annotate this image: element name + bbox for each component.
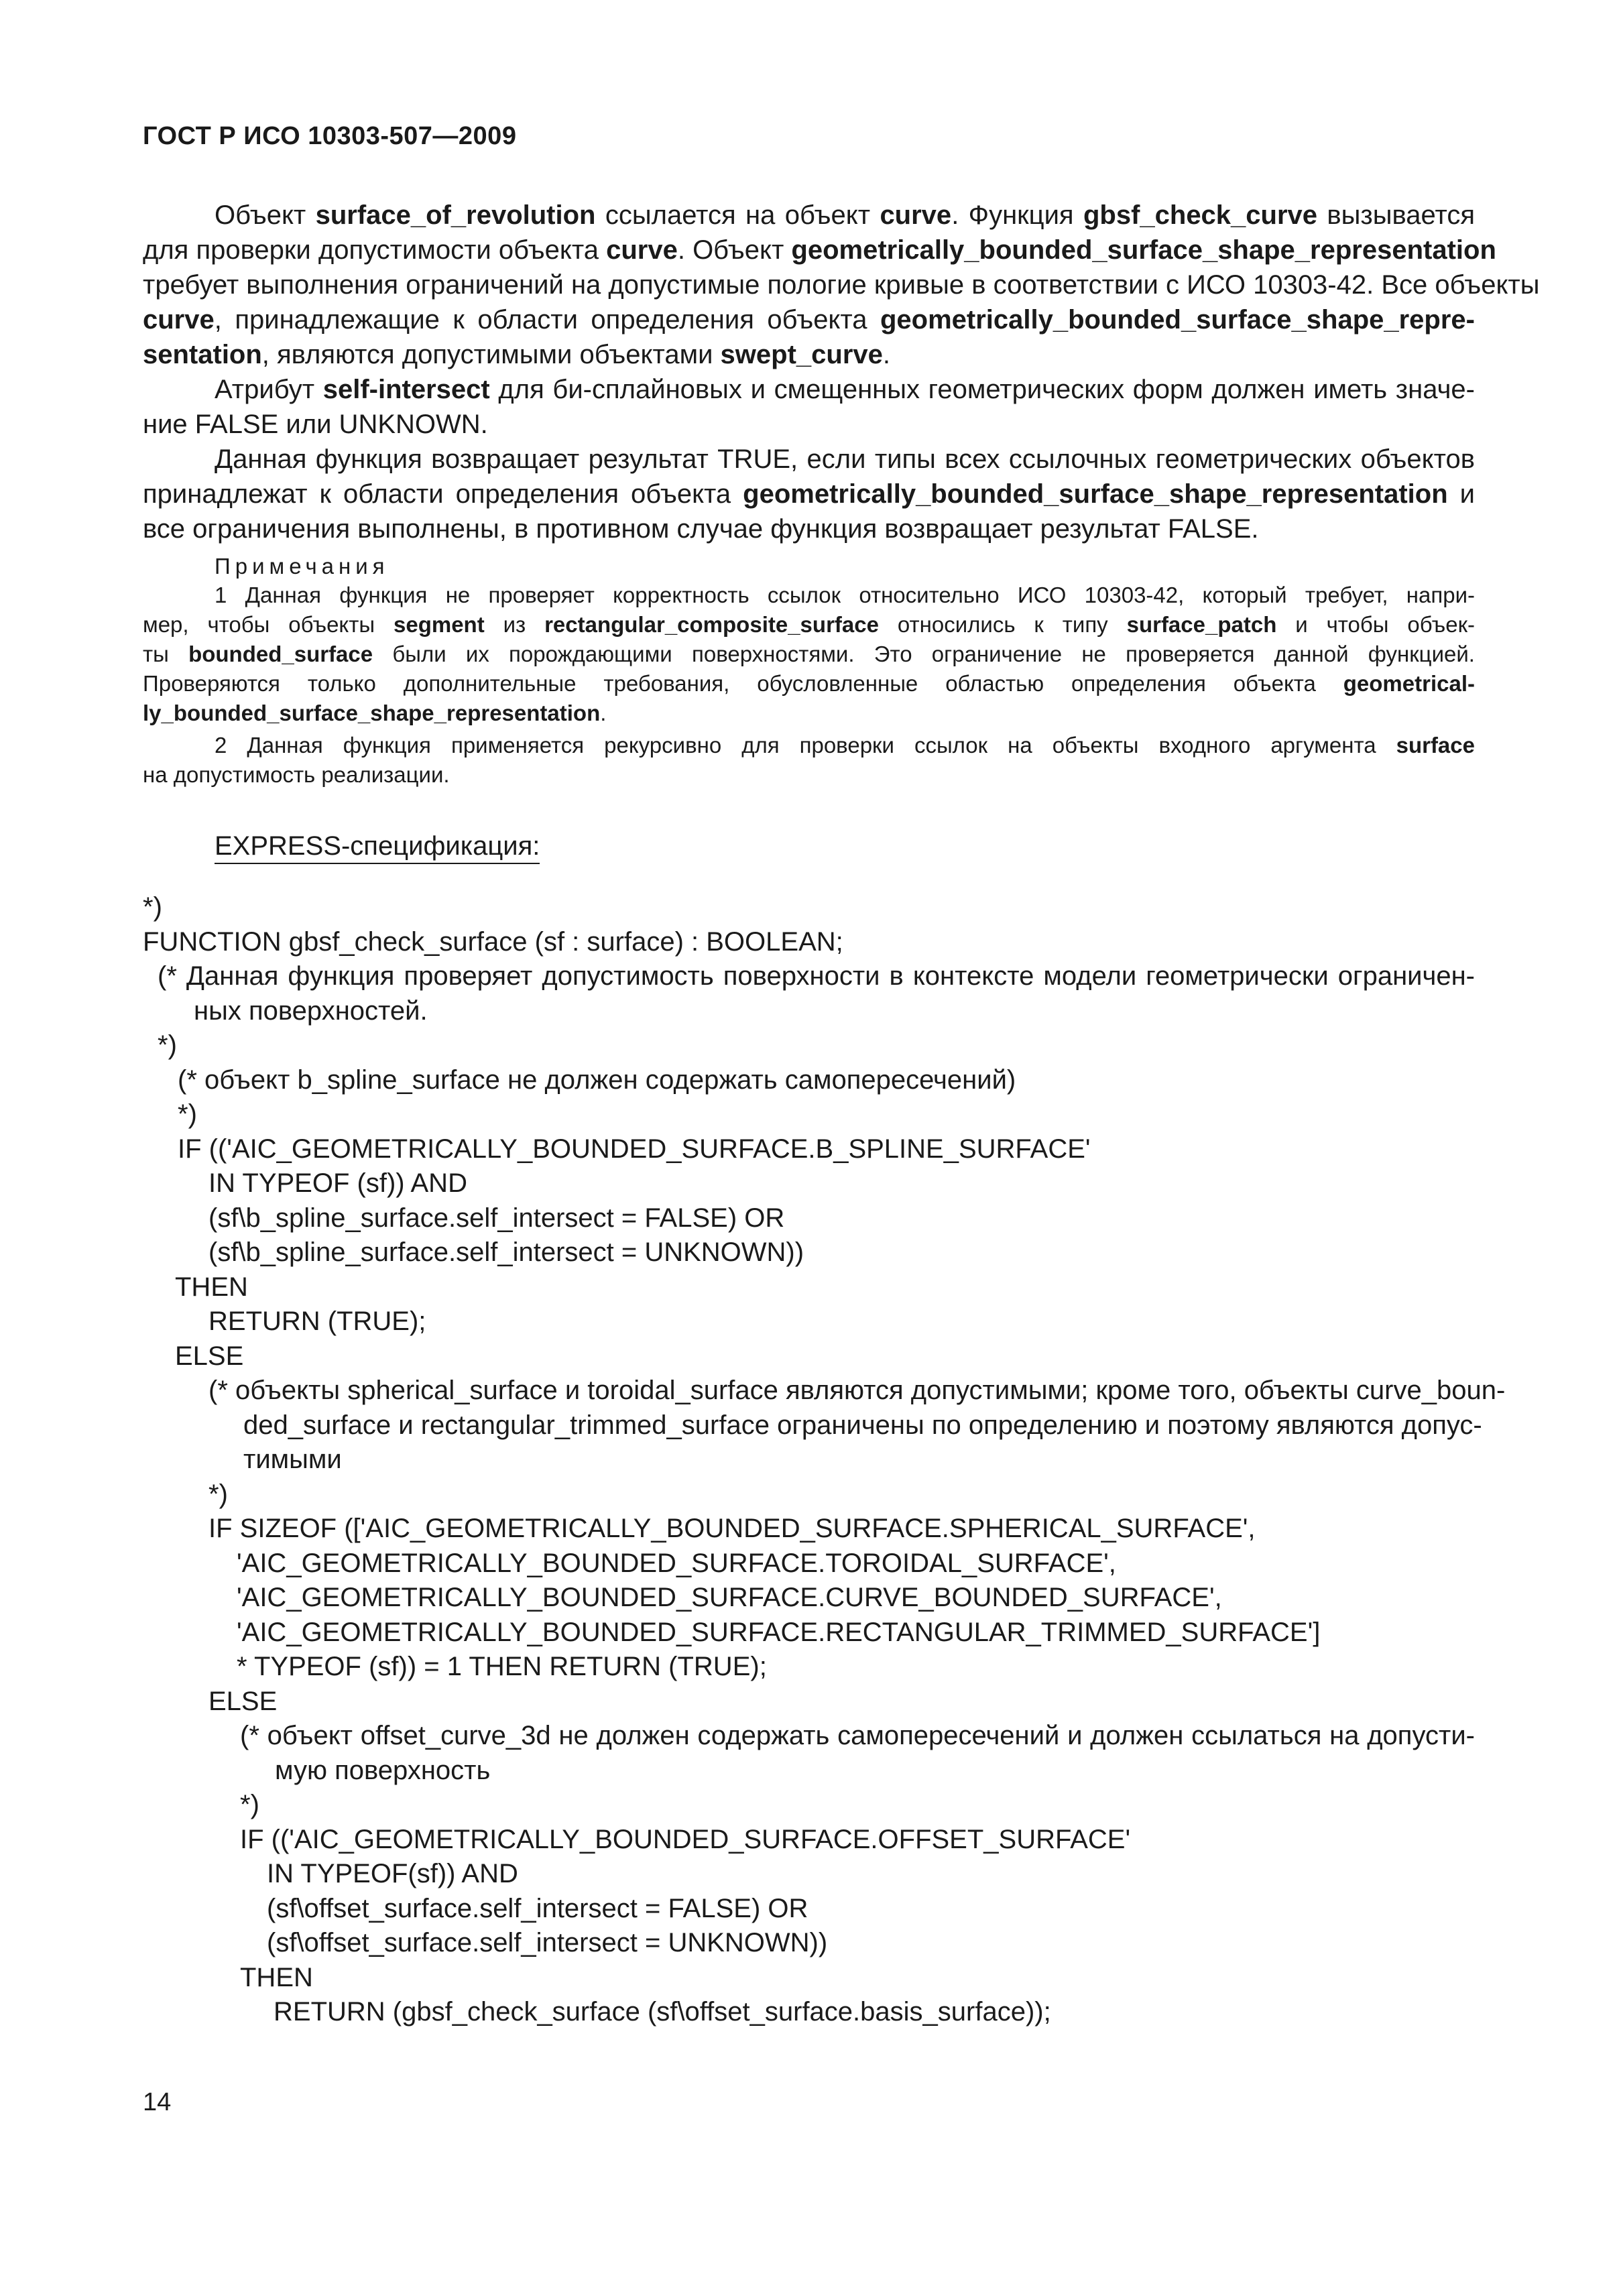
paragraph-line: Объект surface_of_revolution ссылается на объект curve. Функция gbsf_check_curve вызывается [215, 200, 1476, 230]
paragraph-3 [143, 442, 1475, 546]
code-line: (* объект b_spline_surface не должен содержать самопересечений) [178, 1065, 1016, 1095]
note-line: на допустимость реализации. [143, 762, 450, 787]
code-line: (sf\offset_surface.self_intersect = UNKNOWN)) [267, 1928, 828, 1957]
code-line: ELSE [175, 1341, 244, 1371]
paragraph-line: Атрибут self-intersect для би-сплайновых и смещенных геометрических форм должен иметь значе- [215, 375, 1475, 404]
paragraph-line: ние FALSE или UNKNOWN. [143, 410, 488, 439]
code-line: IN TYPEOF(sf)) AND [267, 1859, 518, 1888]
code-line: * TYPEOF (sf)) = 1 THEN RETURN (TRUE); [237, 1652, 767, 1681]
paragraph-line: для проверки допустимости объекта curve. Объект geometrically_bounded_surface_shape_representation [143, 235, 1496, 265]
code-line: тимыми [243, 1445, 342, 1474]
code-line: (sf\b_spline_surface.self_intersect = UNKNOWN)) [208, 1237, 804, 1267]
note-line: Проверяются только дополнительные требования, обусловленные областью определения объекта geometrical- [143, 671, 1475, 696]
paragraph-line: sentation, являются допустимыми объектами swept_curve. [143, 340, 891, 369]
notes-title: Примечания [215, 554, 389, 579]
code-line: (* объект offset_curve_3d не должен содержать самопересечений и должен ссылаться на допусти- [240, 1721, 1475, 1750]
note-line: 1 Данная функция не проверяет корректность ссылок относительно ИСО 10303-42, который требует, напри- [215, 583, 1475, 607]
code-line: (sf\b_spline_surface.self_intersect = FALSE) OR [208, 1203, 785, 1233]
code-line: ded_surface и rectangular_trimmed_surface ограничены по определению и поэтому являются допус- [243, 1410, 1482, 1440]
code-line: FUNCTION gbsf_check_surface (sf : surface) : BOOLEAN; [143, 926, 843, 957]
code-line: RETURN (gbsf_check_surface (sf\offset_surface.basis_surface)); [274, 1997, 1051, 2027]
note-line: ly_bounded_surface_shape_representation. [143, 701, 607, 725]
paragraph-line: требует выполнения ограничений на допустимые пологие кривые в соответствии с ИСО 10303-42. Все объекты [143, 270, 1540, 300]
code-line: *) [208, 1479, 228, 1509]
code-line: ных поверхностей. [194, 995, 428, 1026]
code-line: (* Данная функция проверяет допустимость поверхности в контексте модели геометрически ограничен- [158, 961, 1475, 991]
code-line: (sf\offset_surface.self_intersect = FALSE) OR [267, 1893, 808, 1923]
paragraph-2 [143, 372, 1475, 442]
code-line: *) [178, 1099, 197, 1129]
code-line: IN TYPEOF (sf)) AND [208, 1168, 467, 1198]
code-line: *) [143, 892, 162, 922]
note-line: мер, чтобы объекты segment из rectangular_composite_surface относились к типу surface_patch и чтобы объек- [143, 612, 1475, 637]
note-2 [143, 731, 1475, 790]
express-code-block [143, 890, 1506, 2030]
document-header: ГОСТ Р ИСО 10303-507—2009 [143, 122, 517, 150]
note-line: 2 Данная функция применяется рекурсивно для проверки ссылок на объекты входного аргумента surface [215, 733, 1475, 758]
code-line: THEN [240, 1962, 313, 1992]
code-line: 'AIC_GEOMETRICALLY_BOUNDED_SURFACE.CURVE_BOUNDED_SURFACE', [237, 1583, 1222, 1612]
code-line: *) [240, 1790, 259, 1819]
code-line: THEN [175, 1272, 248, 1302]
code-line: IF SIZEOF (['AIC_GEOMETRICALLY_BOUNDED_SURFACE.SPHERICAL_SURFACE', [208, 1514, 1256, 1543]
paragraph-line: принадлежат к области определения объекта geometrically_bounded_surface_shape_representation и [143, 479, 1475, 509]
express-spec-label: EXPRESS-спецификация: [215, 831, 540, 864]
code-line: 'AIC_GEOMETRICALLY_BOUNDED_SURFACE.TOROIDAL_SURFACE', [237, 1548, 1116, 1578]
paragraph-line: все ограничения выполнены, в противном случае функция возвращает результат FALSE. [143, 514, 1259, 544]
code-line: мую поверхность [275, 1755, 491, 1785]
code-line: *) [158, 1030, 177, 1060]
code-line: (* объекты spherical_surface и toroidal_surface являются допустимыми; кроме того, объекты curve_boun- [208, 1376, 1506, 1405]
note-1 [143, 581, 1475, 728]
paragraph-line: curve, принадлежащие к области определения объекта geometrically_bounded_surface_shape_repre- [143, 305, 1475, 335]
code-line: RETURN (TRUE); [208, 1307, 426, 1336]
note-line: ты bounded_surface были их порождающими поверхностями. Это ограничение не проверяется данной функцией. [143, 642, 1475, 666]
page-number: 14 [143, 2088, 172, 2116]
code-line: ELSE [208, 1686, 278, 1716]
paragraph-1 [143, 198, 1540, 372]
code-line: 'AIC_GEOMETRICALLY_BOUNDED_SURFACE.RECTANGULAR_TRIMMED_SURFACE'] [237, 1617, 1321, 1647]
paragraph-line: Данная функция возвращает результат TRUE, если типы всех ссылочных геометрических объектов [215, 444, 1475, 474]
code-line: IF (('AIC_GEOMETRICALLY_BOUNDED_SURFACE.B_SPLINE_SURFACE' [178, 1134, 1091, 1164]
code-line: IF (('AIC_GEOMETRICALLY_BOUNDED_SURFACE.OFFSET_SURFACE' [240, 1824, 1131, 1854]
